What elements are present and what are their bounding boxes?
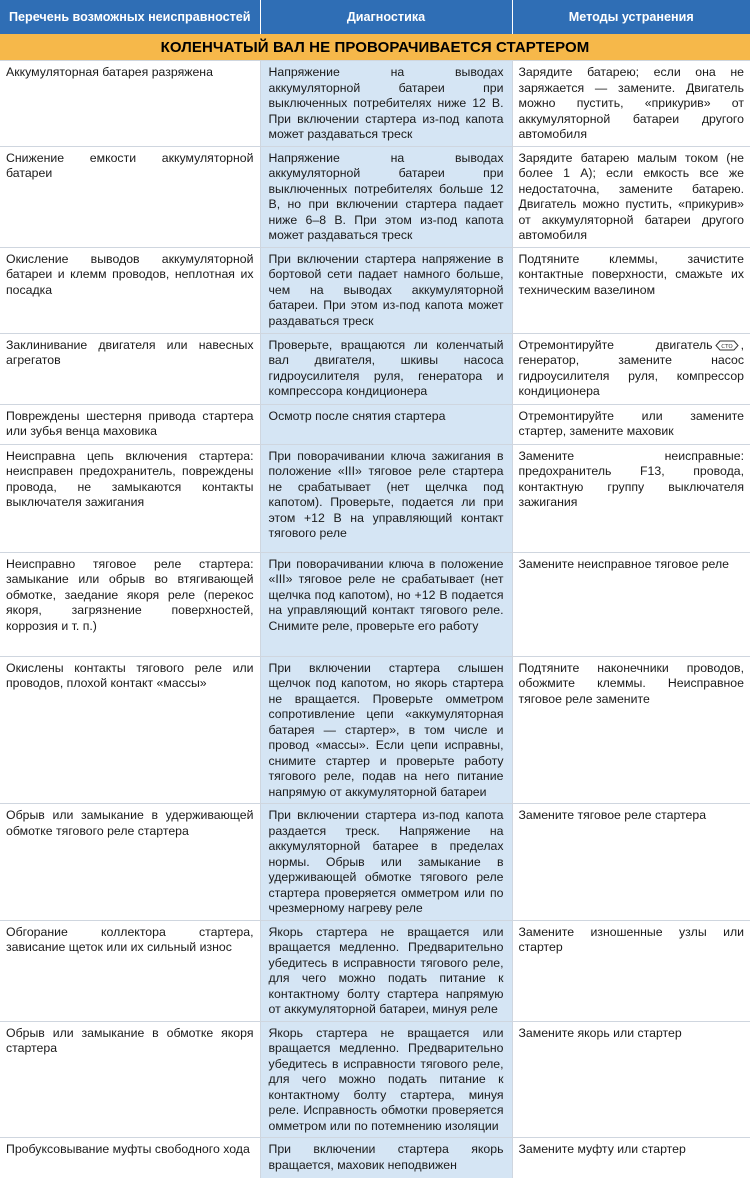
fix-cell: Замените тяговое реле стартера [512,804,750,921]
fix-cell: Замените якорь или стартер [512,1021,750,1138]
table-row [0,920,750,1021]
problem-cell: Неисправно тяговое реле стартера: замыкание или обрыв во втягивающей обмотке, заедание якоря реле (перекос якоря, загрязнение поверхностей, коррозия и т. п.) [0,552,260,656]
diagnostics-cell: Осмотр после снятия стартера [260,404,512,444]
svg-text:СТО: СТО [720,343,733,350]
section-row [0,34,750,61]
problem-cell: Окислены контакты тягового реле или проводов, плохой контакт «массы» [0,656,260,804]
fix-cell [512,333,750,404]
header-diagnostics: Диагностика [260,0,512,34]
diagnostics-cell: Напряжение на выводах аккумуляторной батареи при выключенных потребителях больше 12 В, но при включении стартера падает ниже 6–8 В. При этом из-под капота может раздаваться треск [260,146,512,247]
service-station-icon [715,340,739,351]
table-row [0,804,750,921]
header-problems: Перечень возможных неисправностей [0,0,260,34]
problem-cell: Повреждены шестерня привода стартера или зубья венца маховика [0,404,260,444]
fix-cell: Замените изношенные узлы или стартер [512,920,750,1021]
diagnostics-cell: При поворачивании ключа в положение «III» тяговое реле не срабатывает (нет щелчка под капотом), но +12 В подается на управляющий контакт тягового реле. Снимите реле, проверьте его работу [260,552,512,656]
problem-cell: Пробуксовывание муфты свободного хода [0,1138,260,1178]
table-header-row [0,0,750,34]
table-row [0,61,750,147]
table-row [0,656,750,804]
diagnostics-cell: При включении стартера напряжение в бортовой сети падает намного больше, чем на выводах аккумуляторной батареи. При этом из-под капота может раздаваться треск [260,247,512,333]
problem-cell: Неисправна цепь включения стартера: неисправен предохранитель, повреждены провода, не замыкаются контакты выключателя зажигания [0,444,260,552]
fix-cell: Замените неисправное тяговое реле [512,552,750,656]
fix-text-start: Отремонтируйте двигатель [518,337,713,352]
table-row [0,247,750,333]
diagnostics-cell: При включении стартера из-под капота раздается треск. Напряжение на аккумуляторной батарее в пределах нормы. Обрыв или замыкание в удерживающей обмотке тягового реле стартера проверяется омметром или по чрезмерному нагреву реле [260,804,512,921]
diagnostics-cell: При включении стартера слышен щелчок под капотом, но якорь стартера не вращается. Проверьте омметром сопротивление цепи «аккумуляторная батарея — стартер», в том числе и провод «массы». Если цепи исправны, снимите стартер и проверьте работу тягового реле, подав на него питание напрямую от аккумуляторной батареи [260,656,512,804]
section-title: КОЛЕНЧАТЫЙ ВАЛ НЕ ПРОВОРАЧИВАЕТСЯ СТАРТЕРОМ [0,34,750,61]
problem-cell: Снижение емкости аккумуляторной батареи [0,146,260,247]
table-row [0,552,750,656]
table-row [0,404,750,444]
fix-cell: Зарядите батарею малым током (не более 1 А); если емкость все же недостаточна, замените батарею. Двигатель можно пустить, «прикурив» от аккумуляторной батареи другого автомобиля [512,146,750,247]
fix-text-end: , генератор, замените насос гидроусилителя руля, компрессор кондиционера [518,337,744,398]
problem-cell: Обрыв или замыкание в обмотке якоря стартера [0,1021,260,1138]
diagnostics-cell: Якорь стартера не вращается или вращается медленно. Предварительно убедитесь в исправности тягового реле, для чего можно подать питание к контактному болту стартера, минуя реле. Исправность обмотки проверяется омметром или по потемнению изоляции [260,1021,512,1138]
fix-cell: Замените муфту или стартер [512,1138,750,1178]
diagnostics-cell: При включении стартера якорь вращается, маховик неподвижен [260,1138,512,1178]
fix-cell: Зарядите батарею; если она не заряжается — замените. Двигатель можно пустить, «прикурив» от аккумуляторной батареи другого автомобиля [512,61,750,147]
problem-cell: Заклинивание двигателя или навесных агрегатов [0,333,260,404]
fix-cell: Отремонтируйте или замените стартер, замените маховик [512,404,750,444]
diagnostics-cell: При поворачивании ключа зажигания в положение «III» тяговое реле стартера не срабатывает (нет щелчка под капотом). Проверьте, подается ли при этом +12 В на управляющий контакт тягового реле [260,444,512,552]
table-row [0,1021,750,1138]
table-row [0,333,750,404]
problem-cell: Окисление выводов аккумуляторной батареи и клемм проводов, неплотная их посадка [0,247,260,333]
table-row [0,146,750,247]
problem-cell: Обрыв или замыкание в удерживающей обмотке тягового реле стартера [0,804,260,921]
problem-cell: Аккумуляторная батарея разряжена [0,61,260,147]
diagnostics-cell: Проверьте, вращаются ли коленчатый вал двигателя, шкивы насоса гидроусилителя руля, генератора и компрессора кондиционера [260,333,512,404]
diagnostics-cell: Якорь стартера не вращается или вращается медленно. Предварительно убедитесь в исправности тягового реле, для чего можно подать питание к контактному болту стартера напрямую от аккумуляторной батареи, минуя реле [260,920,512,1021]
fix-cell: Подтяните наконечники проводов, обожмите клеммы. Неисправное тяговое реле замените [512,656,750,804]
fix-cell: Подтяните клеммы, зачистите контактные поверхности, смажьте их техническим вазелином [512,247,750,333]
table-row [0,444,750,552]
fix-cell: Замените неисправные: предохранитель F13, провода, контактную группу выключателя зажигания [512,444,750,552]
table-row [0,1138,750,1178]
diagnostics-cell: Напряжение на выводах аккумуляторной батареи при выключенных потребителях ниже 12 В. При включении стартера из-под капота может раздаваться треск [260,61,512,147]
problem-cell: Обгорание коллектора стартера, зависание щеток или их сильный износ [0,920,260,1021]
header-fixes: Методы устранения [512,0,750,34]
